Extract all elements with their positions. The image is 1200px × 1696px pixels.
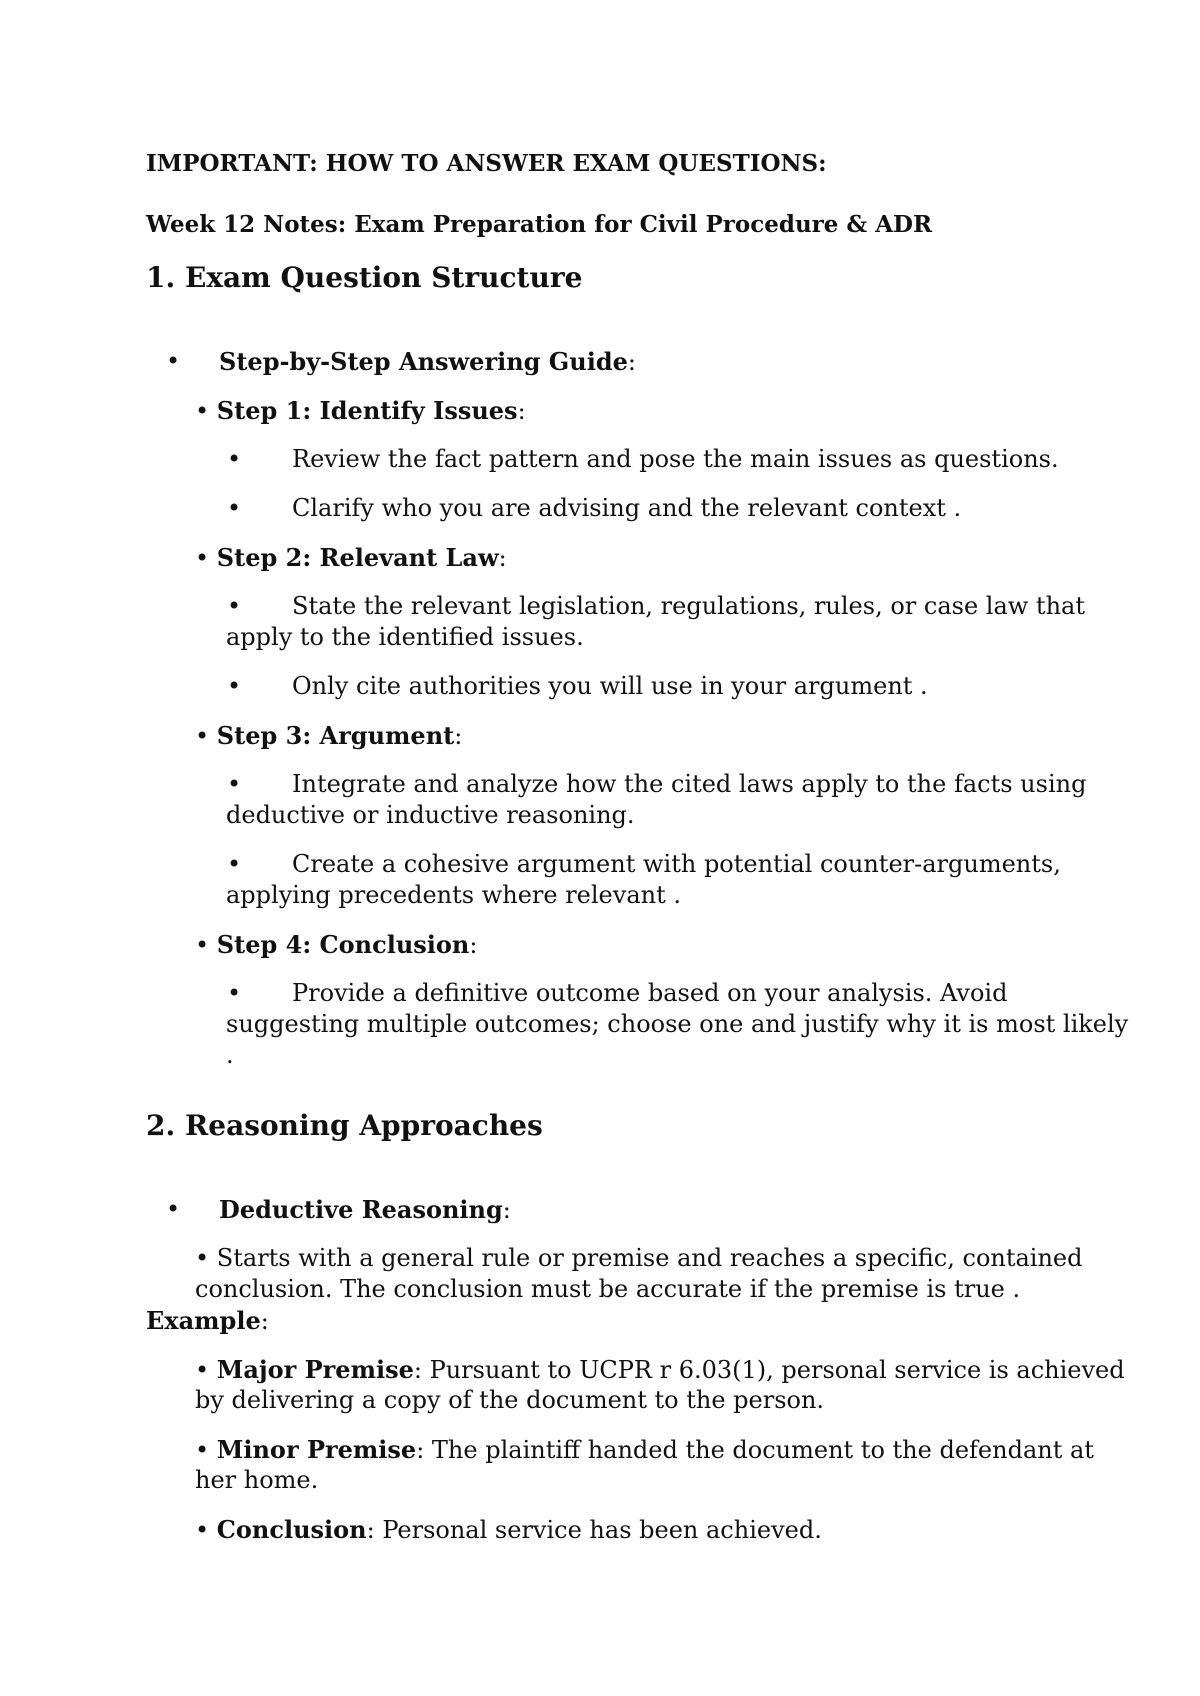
step-3-label: • Step 3: Argument: bbox=[195, 721, 463, 750]
step-2-label: • Step 2: Relevant Law: bbox=[195, 543, 507, 572]
answering-guide-label: Step-by-Step Answering Guide: bbox=[219, 347, 637, 376]
minor-premise-line1: • Minor Premise: The plaintiff handed the document to the defendant at bbox=[195, 1435, 1094, 1464]
step-2-point-1-line1: State the relevant legislation, regulations, rules, or case law that bbox=[292, 592, 1085, 620]
conclusion-line: • Conclusion: Personal service has been achieved. bbox=[195, 1515, 822, 1544]
bullet-icon: • bbox=[166, 1195, 181, 1223]
step-1-point-1: Review the fact pattern and pose the main issues as questions. bbox=[292, 445, 1059, 473]
step-3-point-1-line2: deductive or inductive reasoning. bbox=[226, 801, 635, 829]
step-4-point-1-line3: . bbox=[226, 1041, 234, 1069]
week-subtitle: Week 12 Notes: Exam Preparation for Civil Procedure & ADR bbox=[146, 211, 933, 238]
major-premise-line1: • Major Premise: Pursuant to UCPR r 6.03(1), personal service is achieved bbox=[195, 1355, 1125, 1384]
deductive-description-line1: • Starts with a general rule or premise and reaches a specific, contained bbox=[195, 1244, 1083, 1272]
bullet-icon: • bbox=[166, 347, 181, 375]
major-premise-line2: by delivering a copy of the document to the person. bbox=[195, 1386, 825, 1414]
bullet-icon: • bbox=[227, 979, 242, 1007]
bullet-icon: • bbox=[227, 592, 242, 620]
deductive-reasoning-label: Deductive Reasoning: bbox=[219, 1195, 511, 1224]
step-2-point-1-line2: apply to the identified issues. bbox=[226, 623, 584, 651]
step-3-point-2-line1: Create a cohesive argument with potential counter-arguments, bbox=[292, 850, 1061, 878]
minor-premise-line2: her home. bbox=[195, 1466, 319, 1494]
bullet-icon: • bbox=[227, 445, 242, 473]
section-1-heading: 1. Exam Question Structure bbox=[146, 261, 583, 294]
step-4-point-1-line2: suggesting multiple outcomes; choose one and justify why it is most likely bbox=[226, 1010, 1129, 1038]
bullet-icon: • bbox=[227, 850, 242, 878]
step-2-point-2: Only cite authorities you will use in your argument . bbox=[292, 672, 928, 700]
example-label: Example: bbox=[146, 1306, 269, 1335]
bullet-icon: • bbox=[227, 672, 242, 700]
step-3-point-1-line1: Integrate and analyze how the cited laws apply to the facts using bbox=[292, 770, 1087, 798]
document-title: IMPORTANT: HOW TO ANSWER EXAM QUESTIONS: bbox=[146, 150, 827, 177]
bullet-icon: • bbox=[227, 770, 242, 798]
step-3-point-2-line2: applying precedents where relevant . bbox=[226, 881, 681, 909]
step-1-label: • Step 1: Identify Issues: bbox=[195, 396, 526, 425]
bullet-icon: • bbox=[227, 494, 242, 522]
step-4-label: • Step 4: Conclusion: bbox=[195, 930, 478, 959]
step-4-point-1-line1: Provide a definitive outcome based on your analysis. Avoid bbox=[292, 979, 1008, 1007]
section-2-heading: 2. Reasoning Approaches bbox=[146, 1109, 543, 1142]
step-1-point-2: Clarify who you are advising and the relevant context . bbox=[292, 494, 962, 522]
deductive-description-line2: conclusion. The conclusion must be accurate if the premise is true . bbox=[195, 1275, 1021, 1303]
